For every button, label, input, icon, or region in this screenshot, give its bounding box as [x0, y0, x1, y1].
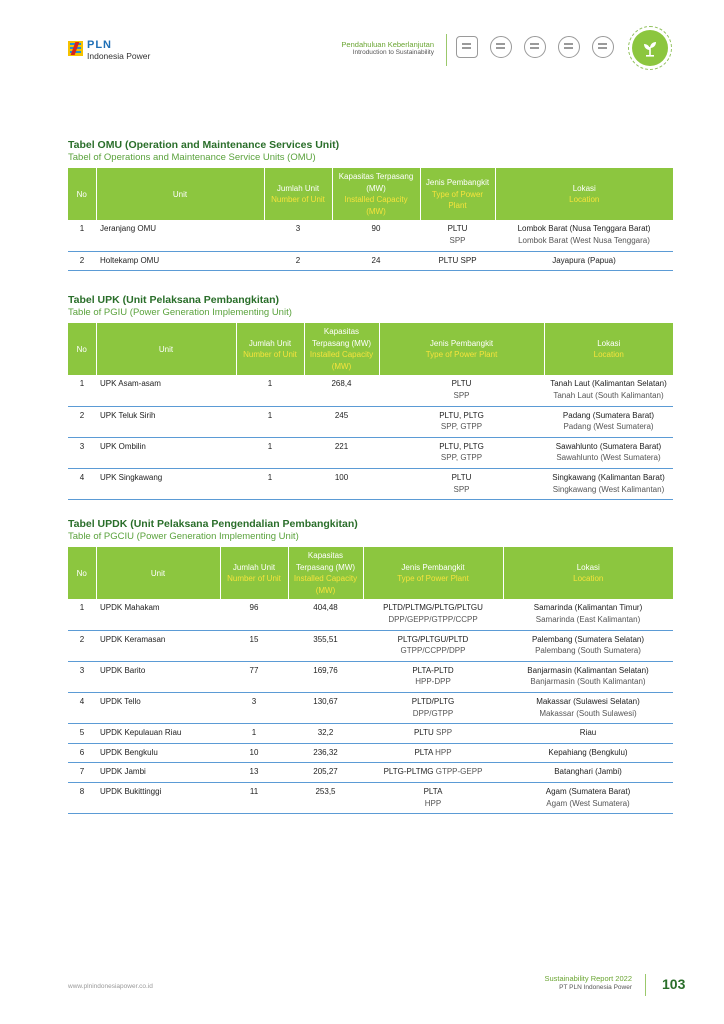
col-lokasi-id: Lokasi: [576, 562, 600, 572]
cell-lokasi-id: Samarinda (Kalimantan Timur): [533, 603, 643, 613]
company-logo: [68, 40, 150, 61]
col-kapasitas: [332, 168, 420, 220]
col-jenis-id: Jenis Pembangkit: [401, 562, 465, 572]
cell-jenis-en: DPP/GEPP/GTPP/CCPP: [388, 615, 478, 625]
footer-company: PT PLN Indonesia Power: [559, 983, 632, 991]
updk-subtitle: Table of PGCIU (Power Generation Implementing Unit): [68, 530, 299, 542]
cell-jenis-id: PLTA: [414, 747, 433, 757]
col-jumlah-id: Jumlah Unit: [276, 183, 320, 193]
cell-lokasi-en: Palembang (South Sumatera): [535, 646, 641, 656]
cell-kapasitas: 169,76: [288, 661, 363, 692]
cell-lokasi: Batanghari (Jambi): [503, 763, 673, 783]
cell-jenis-id: PLTU: [447, 224, 468, 234]
cell-lokasi-en: Banjarmasin (South Kalimantan): [530, 677, 646, 687]
col-jumlah-en: Number of Unit: [271, 195, 325, 205]
cell-lokasi: Jayapura (Papua): [495, 251, 673, 271]
cell-kapasitas: 130,67: [288, 693, 363, 724]
cell-jenis: [363, 630, 503, 661]
cell-jenis-id: PLTU: [451, 379, 472, 389]
table-row: [68, 437, 673, 468]
cell-kapasitas: 32,2: [288, 724, 363, 744]
cell-lokasi: Riau: [503, 724, 673, 744]
cell-lokasi-id: Banjarmasin (Kalimantan Selatan): [527, 665, 649, 675]
cell-kapasitas: 268,4: [304, 375, 379, 406]
col-lokasi: [544, 323, 673, 375]
cell-jenis-en: HPP: [424, 798, 442, 808]
cell-jenis-en: DPP/GTPP: [412, 708, 454, 718]
upk-table: [68, 323, 673, 500]
table-row: [68, 724, 673, 744]
cell-jumlah: 10: [220, 743, 288, 763]
cell-kapasitas: 221: [304, 437, 379, 468]
cell-no: 1: [68, 220, 96, 251]
col-no: No: [68, 547, 96, 599]
cell-jumlah: 1: [220, 724, 288, 744]
cell-lokasi: [544, 437, 673, 468]
cell-jumlah: 1: [236, 375, 304, 406]
table-row: [68, 630, 673, 661]
col-unit: Unit: [96, 547, 220, 599]
cell-jumlah: 3: [220, 693, 288, 724]
col-kapasitas-id: Kapasitas Terpasang (MW): [295, 551, 356, 572]
cell-jumlah: 11: [220, 783, 288, 814]
cell-jenis-en: SPP: [449, 236, 466, 246]
col-lokasi-en: Location: [593, 350, 624, 360]
cell-no: 1: [68, 599, 96, 630]
col-no: No: [68, 323, 96, 375]
updk-title: Tabel UPDK (Unit Pelaksana Pengendalian Pembangkitan): [68, 518, 358, 530]
cell-unit: UPDK Bengkulu: [96, 743, 220, 763]
col-jumlah-id: Jumlah Unit: [232, 562, 276, 572]
cell-no: 4: [68, 693, 96, 724]
cell-jenis: [363, 783, 503, 814]
cell-lokasi: [503, 599, 673, 630]
col-lokasi-id: Lokasi: [572, 183, 596, 193]
hand-plant-icon[interactable]: [558, 36, 580, 58]
cell-jenis-id: PLTU, PLTG: [439, 410, 484, 420]
cell-unit: UPDK Tello: [96, 693, 220, 724]
cell-unit: UPK Singkawang: [96, 469, 236, 500]
cell-unit: UPK Asam-asam: [96, 375, 236, 406]
col-lokasi-id: Lokasi: [597, 338, 621, 348]
col-unit: Unit: [96, 323, 236, 375]
table-row: [68, 469, 673, 500]
cell-unit: UPDK Jambi: [96, 763, 220, 783]
cell-jenis-en: HPP: [435, 747, 452, 757]
cell-lokasi-en: Singkawang (West Kalimantan): [552, 484, 665, 494]
cell-no: 2: [68, 630, 96, 661]
cell-lokasi-id: Sawahlunto (Sumatera Barat): [555, 441, 662, 451]
cell-jumlah: 1: [236, 437, 304, 468]
cell-jumlah: 15: [220, 630, 288, 661]
omu-subtitle: Tabel of Operations and Maintenance Service Units (OMU): [68, 151, 316, 163]
cell-lokasi: [544, 375, 673, 406]
col-lokasi-en: Location: [573, 574, 604, 584]
col-jenis-en: Type of Power Plant: [431, 189, 484, 211]
upk-subtitle: Table of PGIU (Power Generation Implementing Unit): [68, 306, 292, 318]
leaf-wreath-icon[interactable]: [592, 36, 614, 58]
cell-kapasitas: 355,51: [288, 630, 363, 661]
page-number: 103: [662, 976, 686, 992]
cell-kapasitas: 24: [332, 251, 420, 271]
table-row: [68, 220, 673, 251]
cell-lokasi-en: Makassar (South Sulawesi): [539, 708, 637, 718]
col-kapasitas-id: Kapasitas Terpasang (MW): [311, 327, 372, 348]
col-kapasitas-id: Kapasitas Terpasang (MW): [338, 172, 414, 193]
cell-jenis-id: PLTA: [423, 787, 443, 796]
cell-no: 3: [68, 661, 96, 692]
col-kapasitas-en: Installed Capacity (MW): [344, 195, 408, 217]
cell-jenis-en: SPP: [436, 728, 453, 738]
table-row: [68, 783, 673, 814]
cell-jenis: [379, 375, 544, 406]
active-chapter-badge[interactable]: [628, 26, 672, 70]
cell-kapasitas: 253,5: [288, 783, 363, 814]
col-jumlah-en: Number of Unit: [243, 350, 297, 360]
cell-jumlah: 3: [264, 220, 332, 251]
cell-jenis-id: PLTD/PLTMG/PLTG/PLTGU: [383, 603, 483, 613]
cell-no: 2: [68, 251, 96, 271]
cell-jenis-en: GTPP-GEPP: [435, 767, 483, 777]
cell-lokasi: [544, 406, 673, 437]
col-kapasitas: [288, 547, 363, 599]
cell-unit: UPDK Barito: [96, 661, 220, 692]
col-jenis: [363, 547, 503, 599]
cell-no: 5: [68, 724, 96, 744]
cell-lokasi-en: Lombok Barat (West Nusa Tenggara): [518, 236, 650, 246]
cell-jenis-en: HPP-DPP: [415, 677, 451, 687]
col-lokasi: [495, 168, 673, 220]
pln-logo-icon: [68, 41, 83, 56]
cell-lokasi-en: Tanah Laut (South Kalimantan): [553, 391, 664, 401]
cell-lokasi-id: Padang (Sumatera Barat): [562, 410, 655, 420]
cell-jumlah: 77: [220, 661, 288, 692]
cell-lokasi-en: Samarinda (East Kalimantan): [535, 615, 641, 625]
cell-unit: UPDK Mahakam: [96, 599, 220, 630]
cell-lokasi-en: Agam (West Sumatera): [546, 798, 630, 808]
cell-lokasi: [503, 693, 673, 724]
cell-lokasi-id: Lombok Barat (Nusa Tenggara Barat): [517, 224, 651, 234]
col-jenis-id: Jenis Pembangkit: [429, 338, 494, 348]
chapter-title: [341, 40, 434, 58]
table-row: [68, 693, 673, 724]
cell-kapasitas: 236,32: [288, 743, 363, 763]
cell-jenis: PLTU SPP: [420, 251, 495, 271]
cell-kapasitas: 404,48: [288, 599, 363, 630]
table-row: [68, 406, 673, 437]
footer-url[interactable]: www.plnindonesiapower.co.id: [68, 983, 153, 990]
cell-no: 1: [68, 375, 96, 406]
table-row: [68, 375, 673, 406]
updk-table: [68, 547, 673, 814]
cell-no: 3: [68, 437, 96, 468]
chapter-nav: [456, 36, 614, 58]
cell-no: 6: [68, 743, 96, 763]
cell-lokasi-id: Agam (Sumatera Barat): [545, 787, 631, 796]
col-jumlah: [236, 323, 304, 375]
cell-no: 8: [68, 783, 96, 814]
cell-lokasi: Kepahiang (Bengkulu): [503, 743, 673, 763]
cell-unit: UPDK Kepulauan Riau: [96, 724, 220, 744]
cell-no: 4: [68, 469, 96, 500]
cell-lokasi-id: Tanah Laut (Kalimantan Selatan): [550, 379, 667, 389]
col-jenis: [420, 168, 495, 220]
cell-jenis: [363, 693, 503, 724]
upk-title: Tabel UPK (Unit Pelaksana Pembangkitan): [68, 294, 280, 306]
upk-section: [68, 294, 673, 500]
plant-energy-icon: [640, 38, 660, 58]
cell-jenis: [363, 724, 503, 744]
logo-name: PLN: [87, 39, 112, 51]
cell-jenis-id: PLTG/PLTGU/PLTD: [397, 634, 469, 644]
col-jenis: [379, 323, 544, 375]
gear-network-icon[interactable]: [490, 36, 512, 58]
cell-lokasi-id: Makassar (Sulawesi Selatan): [536, 697, 640, 707]
cell-lokasi: [503, 630, 673, 661]
cell-lokasi-en: Padang (West Sumatera): [563, 422, 654, 432]
cell-jumlah: 1: [236, 469, 304, 500]
cell-unit: Jeranjang OMU: [96, 220, 264, 251]
cell-lokasi: [495, 220, 673, 251]
cell-lokasi: [503, 661, 673, 692]
cell-kapasitas: 205,27: [288, 763, 363, 783]
cell-lokasi: [544, 469, 673, 500]
cell-jenis-id: PLTG-PLTMG: [383, 767, 434, 777]
updk-section: [68, 518, 673, 814]
cell-jumlah: 2: [264, 251, 332, 271]
cell-kapasitas: 245: [304, 406, 379, 437]
omu-table: [68, 168, 673, 271]
table-row: [68, 599, 673, 630]
cell-jumlah: 96: [220, 599, 288, 630]
col-jenis-id: Jenis Pembangkit: [425, 178, 490, 188]
cell-unit: UPDK Keramasan: [96, 630, 220, 661]
cell-lokasi-id: Palembang (Sumatera Selatan): [531, 634, 645, 644]
cell-kapasitas: 100: [304, 469, 379, 500]
col-no: No: [68, 168, 96, 220]
chapter-title-id: Pendahuluan Keberlanjutan: [341, 40, 434, 49]
col-lokasi: [503, 547, 673, 599]
cell-no: 7: [68, 763, 96, 783]
cell-lokasi-en: Sawahlunto (West Sumatera): [556, 453, 661, 463]
footer-report: [544, 974, 632, 992]
cell-no: 2: [68, 406, 96, 437]
cell-lokasi: [503, 783, 673, 814]
col-jumlah-id: Jumlah Unit: [248, 338, 292, 348]
col-kapasitas-en: Installed Capacity (MW): [293, 574, 358, 596]
omu-title: Tabel OMU (Operation and Maintenance Services Unit): [68, 139, 340, 151]
cell-jenis: [363, 763, 503, 783]
cell-jumlah: 13: [220, 763, 288, 783]
cell-jenis-id: PLTU: [413, 728, 434, 738]
table-row: [68, 251, 673, 271]
cell-unit: UPK Teluk Sirih: [96, 406, 236, 437]
cell-jenis: [420, 220, 495, 251]
table-row: [68, 763, 673, 783]
cell-jenis-id: PLTA-PLTD: [412, 665, 454, 675]
cell-jenis-id: PLTD/PLTG: [411, 697, 455, 707]
cell-jenis-en: SPP, GTPP: [440, 422, 483, 432]
cell-lokasi-id: Singkawang (Kalimantan Barat): [552, 473, 665, 483]
cell-jenis-en: SPP: [453, 391, 470, 401]
cell-jenis: [379, 437, 544, 468]
cell-jenis-id: PLTU: [451, 473, 472, 483]
cell-jumlah: 1: [236, 406, 304, 437]
header-divider: [446, 34, 447, 66]
cell-jenis: [379, 406, 544, 437]
col-jumlah: [264, 168, 332, 220]
col-jumlah: [220, 547, 288, 599]
cell-unit: Holtekamp OMU: [96, 251, 264, 271]
cell-jenis-en: SPP: [453, 484, 470, 494]
cell-jenis-en: GTPP/CCPP/DPP: [400, 646, 466, 656]
document-icon[interactable]: [456, 36, 478, 58]
cell-jenis-id: PLTU, PLTG: [439, 441, 484, 451]
cell-kapasitas: 90: [332, 220, 420, 251]
footer-report-title: Sustainability Report 2022: [544, 974, 632, 983]
col-lokasi-en: Location: [569, 195, 600, 205]
cell-unit: UPDK Bukittinggi: [96, 783, 220, 814]
table-row: [68, 661, 673, 692]
col-jumlah-en: Number of Unit: [227, 574, 281, 584]
table-row: [68, 743, 673, 763]
col-unit: Unit: [96, 168, 264, 220]
cell-jenis: [363, 661, 503, 692]
col-jenis-en: Type of Power Plant: [425, 350, 498, 360]
chapter-title-en: Introduction to Sustainability: [352, 49, 434, 57]
col-kapasitas-en: Installed Capacity (MW): [309, 350, 374, 372]
cell-jenis-en: SPP, GTPP: [440, 453, 483, 463]
cell-jenis: [363, 599, 503, 630]
omu-section: [68, 139, 673, 271]
cell-jenis: [363, 743, 503, 763]
col-kapasitas: [304, 323, 379, 375]
col-jenis-en: Type of Power Plant: [397, 574, 469, 584]
footer-divider: [645, 974, 646, 996]
logo-subtitle: Indonesia Power: [87, 51, 151, 61]
handshake-icon[interactable]: [524, 36, 546, 58]
cell-unit: UPK Ombilin: [96, 437, 236, 468]
cell-jenis: [379, 469, 544, 500]
